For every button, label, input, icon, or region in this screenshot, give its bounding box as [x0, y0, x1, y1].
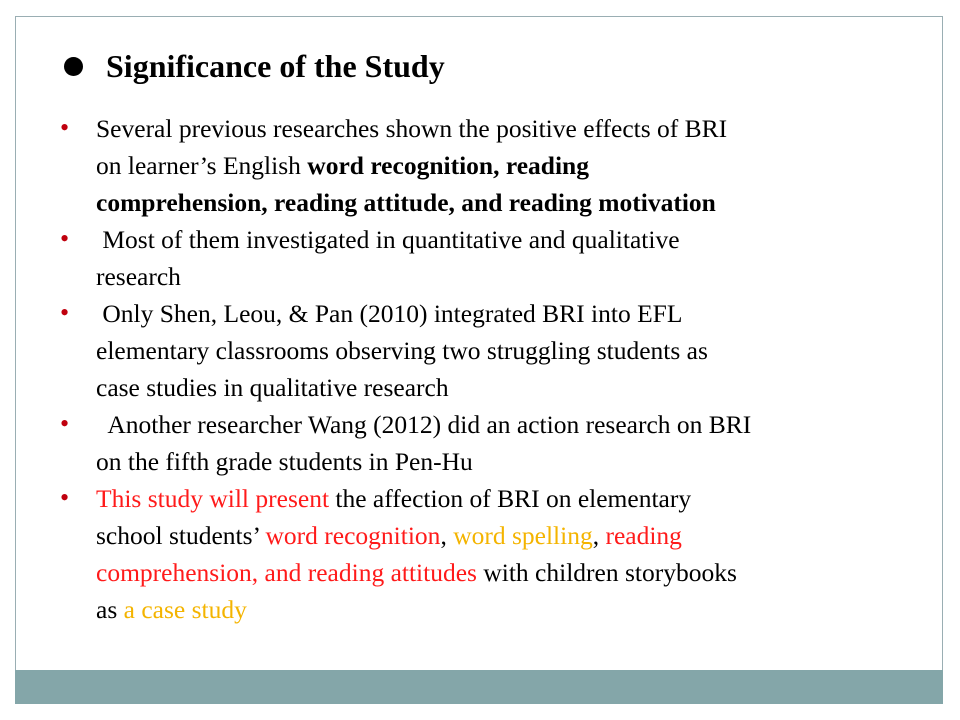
bullet-item-4	[58, 406, 928, 480]
bullet-5-part-3: school students’	[96, 521, 266, 550]
slide-title: Significance of the Study	[106, 47, 445, 84]
bullet-item-1	[58, 110, 928, 221]
bullet-1-part-3: word recognition, reading	[307, 151, 589, 180]
bullet-5-part-8: reading	[605, 521, 682, 550]
bullet-3-line-3: case studies in qualitative research	[96, 373, 449, 402]
bullet-5-part-6: word spelling	[453, 521, 593, 550]
bullet-1-part-4: comprehension, reading attitude, and reading motivation	[96, 188, 716, 217]
bullet-text-5	[96, 480, 926, 628]
bullet-4-line-1: Another researcher Wang (2012) did an action research on BRI	[96, 410, 752, 439]
bullet-dot-icon: •	[60, 224, 70, 253]
slide-footer-band	[15, 670, 943, 704]
bullet-5-part-2: the affection of BRI on elementary	[329, 484, 692, 513]
bullet-item-5	[58, 480, 928, 628]
bullet-text-4	[96, 406, 926, 480]
bullet-4-line-2: on the fifth grade students in Pen-Hu	[96, 447, 473, 476]
bullet-3-line-2: elementary classrooms observing two struggling students as	[96, 336, 708, 365]
bullet-5-part-1: This study will present	[96, 484, 330, 513]
bullet-5-part-12: a case study	[123, 595, 247, 624]
bullet-text-3	[96, 295, 926, 406]
bullet-5-part-11: as	[96, 595, 124, 624]
bullet-dot-icon: •	[60, 409, 70, 438]
title-row	[64, 42, 445, 90]
bullet-text-1	[96, 110, 926, 221]
bullet-2-line-2: research	[96, 262, 181, 291]
bullet-5-part-7: ,	[592, 521, 606, 550]
bullet-item-2	[58, 221, 928, 295]
bullet-5-part-5: ,	[440, 521, 454, 550]
title-bullet-icon	[64, 57, 83, 76]
bullet-2-line-1: Most of them investigated in quantitative and qualitative	[96, 225, 680, 254]
bullet-dot-icon: •	[60, 483, 70, 512]
bullet-text-2	[96, 221, 926, 295]
bullet-3-line-1: Only Shen, Leou, & Pan (2010) integrated BRI into EFL	[96, 299, 683, 328]
bullet-1-part-1: Several previous researches shown the positive effects of BRI	[96, 114, 728, 143]
bullet-5-part-9: comprehension, and reading attitudes	[96, 558, 477, 587]
bullet-dot-icon: •	[60, 113, 70, 142]
bullet-list	[58, 110, 928, 628]
bullet-5-part-4: word recognition	[265, 521, 441, 550]
bullet-5-part-10: with children storybooks	[476, 558, 737, 587]
bullet-item-3	[58, 295, 928, 406]
bullet-dot-icon: •	[60, 298, 70, 327]
bullet-1-part-2: on learner’s English	[96, 151, 308, 180]
